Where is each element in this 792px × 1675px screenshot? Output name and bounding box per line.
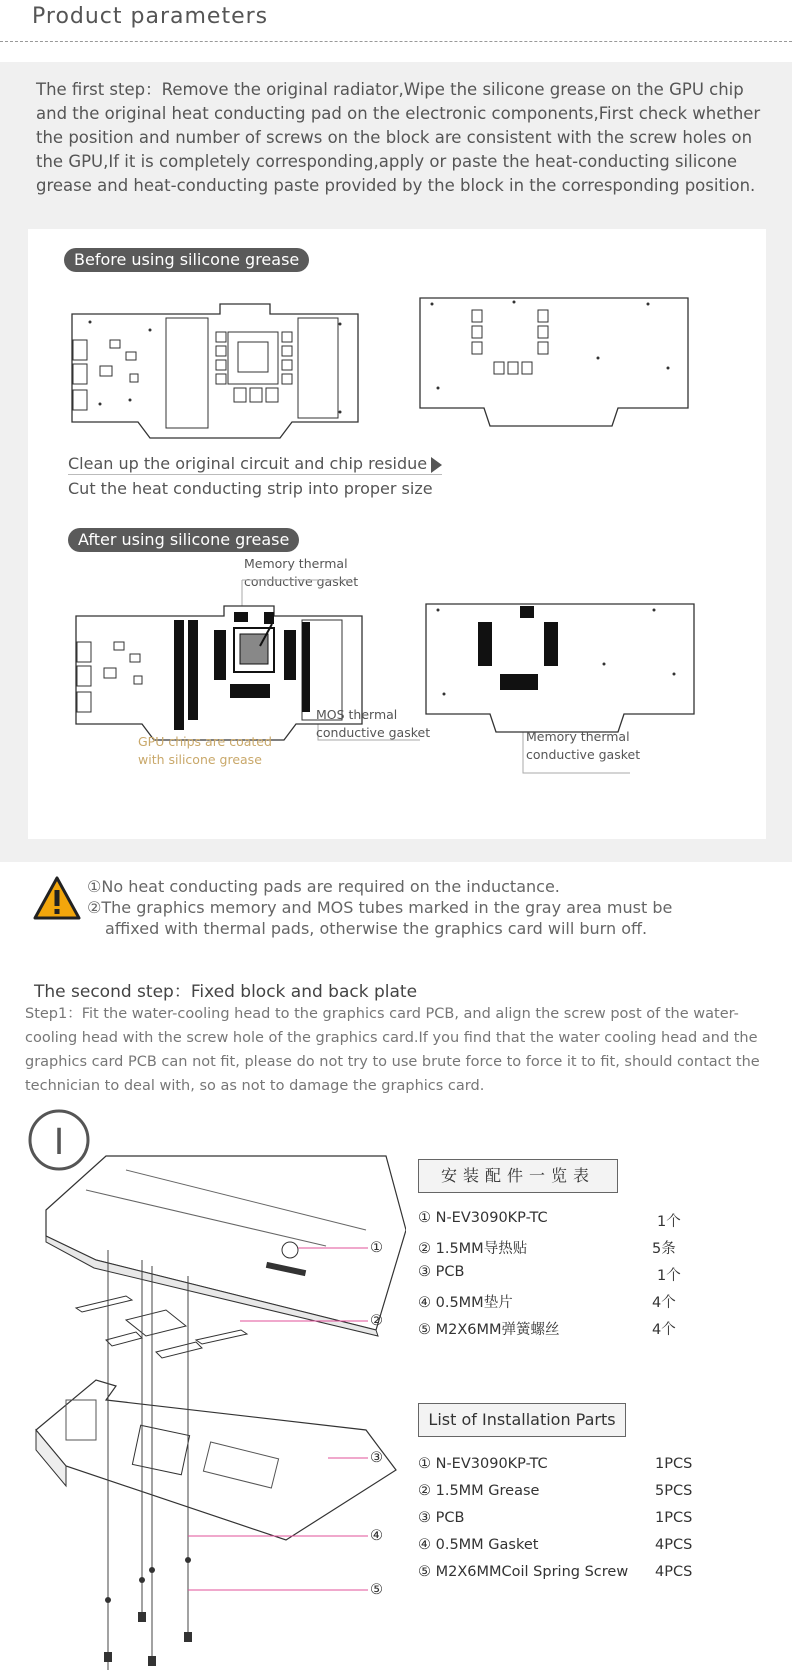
memory-gasket-annotation-top: Memory thermal conductive gasket (244, 556, 359, 589)
memory-gasket-annotation-right: Memory thermal conductive gasket (526, 729, 641, 762)
clean-instruction-text: Clean up the original circuit and chip residue (68, 454, 428, 473)
after-label: After using silicone grease (68, 528, 299, 552)
parts-cn-qty-4: 4个 (652, 1295, 676, 1311)
gpu-grease-annotation: GPU chips are coated with silicone grease (138, 734, 272, 767)
step1-text: The first step：Remove the original radiator,Wipe the silicone grease on the GPU chip and the original heat conducting pad on the electronic components,First check whether the position and number of screws on the block are consistent with the screw holes on the GPU,If it is completely corresponding,apply or paste the heat-conducting silicone grease and heat-conducting paste provided by the block in the corresponding position. (36, 80, 761, 195)
parts-cn-qty-1: 1个 (657, 1214, 681, 1230)
before-label: Before using silicone grease (64, 248, 309, 272)
parts-en-item-2: ② 1.5MM Grease (418, 1483, 540, 1499)
page-title: Product parameters (32, 4, 269, 29)
parts-cn-qty-5: 4个 (652, 1322, 676, 1338)
step2-title: The second step：Fixed block and back plate (34, 982, 418, 1002)
callout-3: ③ (370, 1450, 383, 1466)
callout-4: ④ (370, 1528, 383, 1544)
parts-en-item-4: ④ 0.5MM Gasket (418, 1537, 539, 1553)
exploded-assembly-diagram (26, 1150, 406, 1670)
warning-icon (33, 876, 81, 920)
parts-en-item-3: ③ PCB (418, 1510, 465, 1526)
callout-2: ② (370, 1313, 383, 1329)
parts-cn-item-4: ④ 0.5MM垫片 (418, 1295, 513, 1311)
parts-list-cn-title: 安装配件一览表 (418, 1159, 618, 1193)
parts-cn-qty-2: 5条 (652, 1241, 676, 1257)
parts-en-item-5: ⑤ M2X6MMCoil Spring Screw (418, 1564, 629, 1580)
mos-gasket-annotation: MOS thermal conductive gasket (316, 707, 431, 740)
parts-cn-item-1: ① N-EV3090KP-TC (418, 1210, 548, 1226)
parts-en-qty-3: 1PCS (655, 1510, 693, 1526)
cut-instruction: Cut the heat conducting strip into proper size (68, 479, 433, 498)
parts-cn-qty-3: 1个 (657, 1268, 681, 1284)
warning-text: ①No heat conducting pads are required on the inductance. ②The graphics memory and MOS tubes marked in the gray area must be affixed with thermal pads, otherwise the graphics card will burn off. (87, 877, 673, 938)
parts-cn-item-3: ③ PCB (418, 1264, 465, 1280)
parts-cn-item-5: ⑤ M2X6MM弹簧螺丝 (418, 1322, 560, 1338)
parts-en-qty-4: 4PCS (655, 1537, 693, 1553)
parts-en-qty-5: 4PCS (655, 1564, 693, 1580)
parts-en-qty-2: 5PCS (655, 1483, 693, 1499)
parts-list-en-title: List of Installation Parts (418, 1403, 626, 1437)
step-numeral: I (53, 1121, 65, 1163)
parts-en-qty-1: 1PCS (655, 1456, 693, 1472)
callout-1: ① (370, 1240, 383, 1256)
callout-5: ⑤ (370, 1582, 383, 1598)
step2-text: Step1：Fit the water-cooling head to the graphics card PCB, and align the screw post of the water-cooling head with the screw hole of the graphics card.If you find that the water cooling head and the graphics card PCB can not fit, please do not try to use brute force to force it to fit, should contact the technician to deal with, so as not to damage the graphics card. (25, 1006, 760, 1094)
parts-en-item-1: ① N-EV3090KP-TC (418, 1456, 548, 1472)
pcb-back-after-drawing (424, 594, 696, 736)
parts-cn-item-2: ② 1.5MM导热贴 (418, 1241, 528, 1257)
